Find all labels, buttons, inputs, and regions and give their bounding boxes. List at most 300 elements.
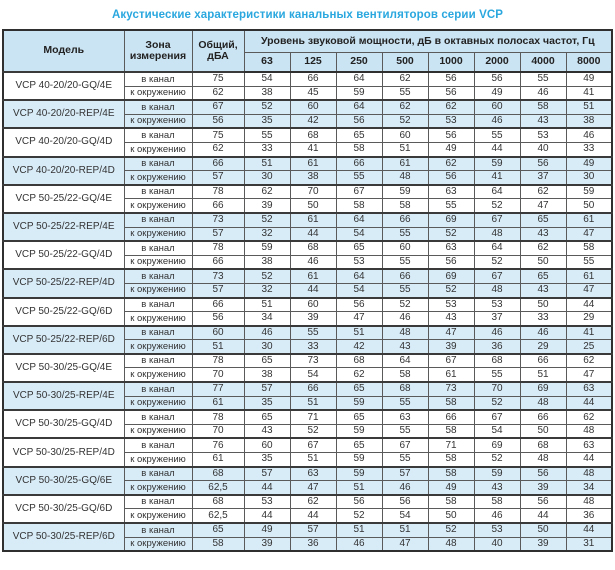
measurement-zone-label: в канал [124,495,192,509]
header-row-top [3,30,612,53]
measurement-zone-label: к окружению [124,340,192,354]
spl-value-250hz: 64 [336,100,382,114]
spl-value-125hz: 66 [290,72,336,86]
spl-value-500hz: 55 [382,424,428,438]
measurement-zone-label: в канал [124,410,192,424]
total-dba-value: 76 [192,438,244,452]
spl-value-2000hz: 56 [474,72,520,86]
total-dba-value: 57 [192,227,244,241]
spl-value-4000hz: 40 [520,142,566,156]
spl-value-1000hz: 58 [428,467,474,481]
spl-value-250hz: 68 [336,354,382,368]
col-header-frequency-63: 63 [244,53,290,73]
total-dba-value: 66 [192,298,244,312]
spl-value-1000hz: 69 [428,213,474,227]
spl-value-2000hz: 55 [474,368,520,382]
spl-value-250hz: 55 [336,171,382,185]
spl-value-1000hz: 52 [428,523,474,537]
spl-value-500hz: 46 [382,481,428,495]
spl-value-8000hz: 47 [566,283,612,297]
model-name: VCP 50-30/25-GQ/4D [3,410,124,438]
spl-value-8000hz: 49 [566,157,612,171]
spl-value-63hz: 38 [244,368,290,382]
spl-value-500hz: 62 [382,72,428,86]
spl-value-4000hz: 43 [520,283,566,297]
spl-value-125hz: 44 [290,509,336,523]
col-header-sound-power-group: Уровень звуковой мощности, дБ в октавных полосах частот, Гц [244,30,612,53]
spl-value-8000hz: 63 [566,382,612,396]
table-row [3,438,612,452]
spl-value-250hz: 67 [336,185,382,199]
total-dba-value: 62 [192,86,244,100]
spl-value-125hz: 57 [290,523,336,537]
spl-value-8000hz: 47 [566,227,612,241]
spl-value-4000hz: 58 [520,100,566,114]
measurement-zone-label: в канал [124,438,192,452]
spl-value-8000hz: 38 [566,114,612,128]
spl-value-250hz: 65 [336,241,382,255]
total-dba-value: 66 [192,255,244,269]
total-dba-value: 78 [192,410,244,424]
spl-value-2000hz: 54 [474,424,520,438]
spl-value-2000hz: 67 [474,213,520,227]
spl-value-250hz: 56 [336,495,382,509]
spl-value-125hz: 60 [290,298,336,312]
spl-value-4000hz: 56 [520,157,566,171]
spl-value-125hz: 61 [290,269,336,283]
spl-value-250hz: 54 [336,283,382,297]
spl-value-63hz: 35 [244,114,290,128]
total-dba-value: 57 [192,283,244,297]
spl-value-500hz: 67 [382,438,428,452]
spl-value-4000hz: 33 [520,312,566,326]
model-name: VCP 50-25/22-REP/4D [3,269,124,297]
spl-value-1000hz: 73 [428,382,474,396]
spl-value-2000hz: 69 [474,438,520,452]
spl-value-2000hz: 67 [474,410,520,424]
spl-value-4000hz: 44 [520,509,566,523]
spl-value-125hz: 54 [290,368,336,382]
spl-value-1000hz: 49 [428,142,474,156]
measurement-zone-label: к окружению [124,312,192,326]
spl-value-63hz: 65 [244,354,290,368]
spl-value-8000hz: 29 [566,312,612,326]
spl-value-8000hz: 47 [566,368,612,382]
spl-value-250hz: 51 [336,481,382,495]
total-dba-value: 56 [192,114,244,128]
spl-value-63hz: 53 [244,495,290,509]
spl-value-63hz: 33 [244,142,290,156]
spl-value-125hz: 73 [290,354,336,368]
model-name: VCP 40-20/20-GQ/4D [3,128,124,156]
spl-value-1000hz: 58 [428,396,474,410]
measurement-zone-label: к окружению [124,509,192,523]
spl-value-500hz: 58 [382,368,428,382]
measurement-zone-label: в канал [124,298,192,312]
spl-value-250hz: 52 [336,509,382,523]
total-dba-value: 60 [192,326,244,340]
spl-value-250hz: 64 [336,269,382,283]
measurement-zone-label: к окружению [124,142,192,156]
measurement-zone-label: в канал [124,354,192,368]
spl-value-250hz: 65 [336,410,382,424]
spl-value-125hz: 60 [290,100,336,114]
spl-value-8000hz: 41 [566,326,612,340]
measurement-zone-label: в канал [124,100,192,114]
spl-value-125hz: 42 [290,114,336,128]
spl-value-125hz: 68 [290,128,336,142]
total-dba-value: 73 [192,213,244,227]
spl-value-8000hz: 31 [566,537,612,551]
table-row [3,523,612,537]
table-row [3,298,612,312]
measurement-zone-label: к окружению [124,537,192,551]
spl-value-1000hz: 56 [428,171,474,185]
spl-value-125hz: 67 [290,438,336,452]
total-dba-value: 57 [192,171,244,185]
col-header-frequency-250: 250 [336,53,382,73]
spl-value-250hz: 58 [336,142,382,156]
model-name: VCP 50-25/22-REP/6D [3,326,124,354]
spl-value-500hz: 52 [382,298,428,312]
spl-value-2000hz: 41 [474,171,520,185]
spl-value-125hz: 68 [290,241,336,255]
spl-value-8000hz: 36 [566,509,612,523]
spl-value-2000hz: 46 [474,509,520,523]
spl-value-4000hz: 55 [520,72,566,86]
spl-value-4000hz: 39 [520,537,566,551]
total-dba-value: 77 [192,382,244,396]
spl-value-125hz: 33 [290,340,336,354]
spl-value-4000hz: 50 [520,424,566,438]
measurement-zone-label: к окружению [124,283,192,297]
spl-value-125hz: 41 [290,142,336,156]
spl-value-4000hz: 56 [520,495,566,509]
spl-value-4000hz: 47 [520,199,566,213]
spl-value-250hz: 56 [336,298,382,312]
spl-value-1000hz: 52 [428,283,474,297]
spl-value-8000hz: 48 [566,424,612,438]
total-dba-value: 75 [192,72,244,86]
spl-value-1000hz: 48 [428,537,474,551]
spl-value-8000hz: 55 [566,255,612,269]
spl-value-2000hz: 59 [474,467,520,481]
spl-value-500hz: 51 [382,523,428,537]
total-dba-value: 61 [192,453,244,467]
col-header-measurement-zone: Зона измерения [124,30,192,72]
spl-value-500hz: 55 [382,86,428,100]
total-dba-value: 66 [192,157,244,171]
spl-value-1000hz: 69 [428,269,474,283]
spl-value-500hz: 55 [382,453,428,467]
model-name: VCP 50-25/22-GQ/4E [3,185,124,213]
spl-value-250hz: 47 [336,312,382,326]
spl-value-4000hz: 65 [520,213,566,227]
measurement-zone-label: к окружению [124,227,192,241]
spl-value-8000hz: 59 [566,185,612,199]
spl-value-1000hz: 55 [428,199,474,213]
spl-value-2000hz: 40 [474,537,520,551]
spl-value-2000hz: 59 [474,157,520,171]
spl-value-4000hz: 50 [520,255,566,269]
table-row [3,326,612,340]
col-header-frequency-2000: 2000 [474,53,520,73]
measurement-zone-label: к окружению [124,86,192,100]
measurement-zone-label: к окружению [124,453,192,467]
spl-value-500hz: 58 [382,199,428,213]
model-name: VCP 50-30/25-GQ/6E [3,467,124,495]
spl-value-1000hz: 62 [428,100,474,114]
spl-value-63hz: 32 [244,283,290,297]
table-row [3,72,612,86]
spl-value-1000hz: 61 [428,368,474,382]
spl-value-4000hz: 29 [520,340,566,354]
spl-value-250hz: 51 [336,326,382,340]
spl-value-250hz: 59 [336,424,382,438]
spl-value-250hz: 54 [336,227,382,241]
spl-value-8000hz: 62 [566,354,612,368]
spl-value-500hz: 55 [382,396,428,410]
spl-value-4000hz: 65 [520,269,566,283]
spl-value-63hz: 46 [244,326,290,340]
total-dba-value: 66 [192,199,244,213]
spl-value-8000hz: 58 [566,241,612,255]
spl-value-63hz: 39 [244,199,290,213]
spl-value-63hz: 60 [244,438,290,452]
table-row [3,213,612,227]
spl-value-4000hz: 50 [520,523,566,537]
spl-value-63hz: 44 [244,509,290,523]
spl-value-4000hz: 69 [520,382,566,396]
spl-value-4000hz: 66 [520,410,566,424]
spl-value-500hz: 59 [382,185,428,199]
spl-value-500hz: 64 [382,354,428,368]
spl-value-8000hz: 25 [566,340,612,354]
spl-value-8000hz: 48 [566,467,612,481]
spl-value-250hz: 66 [336,157,382,171]
spl-value-1000hz: 63 [428,185,474,199]
model-name: VCP 40-20/20-REP/4E [3,100,124,128]
measurement-zone-label: к окружению [124,171,192,185]
spl-value-125hz: 70 [290,185,336,199]
col-header-frequency-125: 125 [290,53,336,73]
measurement-zone-label: к окружению [124,114,192,128]
table-row [3,241,612,255]
table-header [3,30,612,72]
spl-value-125hz: 61 [290,213,336,227]
measurement-zone-label: в канал [124,213,192,227]
spl-value-4000hz: 43 [520,227,566,241]
spl-value-125hz: 61 [290,157,336,171]
spl-value-4000hz: 48 [520,396,566,410]
spl-value-125hz: 36 [290,537,336,551]
col-header-frequency-500: 500 [382,53,428,73]
spl-value-250hz: 56 [336,114,382,128]
spl-value-1000hz: 47 [428,326,474,340]
spl-value-2000hz: 53 [474,523,520,537]
total-dba-value: 68 [192,495,244,509]
spl-value-2000hz: 46 [474,114,520,128]
spl-value-8000hz: 34 [566,481,612,495]
spl-value-8000hz: 49 [566,72,612,86]
model-name: VCP 50-30/25-REP/4E [3,382,124,410]
spl-value-500hz: 61 [382,157,428,171]
spl-value-2000hz: 68 [474,354,520,368]
spl-value-8000hz: 50 [566,199,612,213]
measurement-zone-label: в канал [124,326,192,340]
spl-value-1000hz: 67 [428,354,474,368]
total-dba-value: 65 [192,523,244,537]
col-header-frequency-1000: 1000 [428,53,474,73]
spl-value-250hz: 59 [336,453,382,467]
spl-value-2000hz: 46 [474,326,520,340]
spl-value-1000hz: 50 [428,509,474,523]
table-row [3,495,612,509]
spl-value-500hz: 46 [382,312,428,326]
spl-value-8000hz: 44 [566,453,612,467]
table-body [3,72,612,551]
measurement-zone-label: в канал [124,157,192,171]
measurement-zone-label: в канал [124,128,192,142]
spl-value-63hz: 35 [244,396,290,410]
spl-value-1000hz: 53 [428,298,474,312]
spl-value-2000hz: 58 [474,495,520,509]
measurement-zone-label: к окружению [124,424,192,438]
spl-value-2000hz: 48 [474,283,520,297]
spl-value-500hz: 57 [382,467,428,481]
spl-value-63hz: 43 [244,424,290,438]
total-dba-value: 56 [192,312,244,326]
spl-value-500hz: 43 [382,340,428,354]
spl-value-1000hz: 39 [428,340,474,354]
spl-value-2000hz: 52 [474,255,520,269]
spl-value-1000hz: 71 [428,438,474,452]
spl-value-63hz: 51 [244,298,290,312]
spl-value-1000hz: 58 [428,495,474,509]
spl-value-250hz: 62 [336,368,382,382]
spl-value-63hz: 30 [244,340,290,354]
spl-value-2000hz: 52 [474,199,520,213]
spl-value-250hz: 46 [336,537,382,551]
spl-value-63hz: 51 [244,157,290,171]
spl-value-125hz: 44 [290,283,336,297]
total-dba-value: 70 [192,424,244,438]
spl-value-500hz: 56 [382,495,428,509]
spl-value-63hz: 38 [244,255,290,269]
spl-value-250hz: 51 [336,523,382,537]
table-row [3,410,612,424]
spl-value-1000hz: 56 [428,72,474,86]
spl-value-2000hz: 64 [474,185,520,199]
spl-value-1000hz: 56 [428,128,474,142]
spl-value-125hz: 47 [290,481,336,495]
table-row [3,128,612,142]
spl-value-250hz: 59 [336,467,382,481]
total-dba-value: 62 [192,142,244,156]
spl-value-125hz: 46 [290,255,336,269]
measurement-zone-label: в канал [124,241,192,255]
page-title: Акустические характеристики канальных вентиляторов серии VCP [111,9,504,21]
spl-value-8000hz: 61 [566,213,612,227]
spl-value-4000hz: 46 [520,86,566,100]
spl-value-500hz: 55 [382,255,428,269]
spl-value-250hz: 53 [336,255,382,269]
spl-value-500hz: 60 [382,128,428,142]
model-name: VCP 50-30/25-GQ/6D [3,495,124,523]
measurement-zone-label: в канал [124,269,192,283]
spl-value-63hz: 38 [244,86,290,100]
measurement-zone-label: к окружению [124,368,192,382]
spl-value-63hz: 49 [244,523,290,537]
col-header-total-dba: Общий, дБА [192,30,244,72]
spl-value-63hz: 57 [244,467,290,481]
measurement-zone-label: в канал [124,72,192,86]
spl-value-4000hz: 53 [520,128,566,142]
spl-value-1000hz: 56 [428,86,474,100]
spl-value-63hz: 34 [244,312,290,326]
total-dba-value: 75 [192,128,244,142]
spl-value-250hz: 65 [336,128,382,142]
spl-value-8000hz: 44 [566,298,612,312]
measurement-zone-label: в канал [124,523,192,537]
spl-value-125hz: 44 [290,227,336,241]
measurement-zone-label: к окружению [124,396,192,410]
spl-value-500hz: 68 [382,382,428,396]
spl-value-2000hz: 70 [474,382,520,396]
spl-value-63hz: 59 [244,241,290,255]
spl-value-4000hz: 51 [520,368,566,382]
spl-value-4000hz: 46 [520,326,566,340]
spl-value-63hz: 55 [244,128,290,142]
spl-value-63hz: 44 [244,481,290,495]
measurement-zone-label: в канал [124,467,192,481]
model-name: VCP 50-30/25-REP/6D [3,523,124,551]
spl-value-500hz: 54 [382,509,428,523]
spl-value-4000hz: 37 [520,171,566,185]
spl-value-2000hz: 43 [474,481,520,495]
spl-value-2000hz: 64 [474,241,520,255]
spl-value-2000hz: 53 [474,298,520,312]
spl-value-63hz: 52 [244,269,290,283]
measurement-zone-label: к окружению [124,255,192,269]
spl-value-63hz: 35 [244,453,290,467]
spl-value-500hz: 66 [382,269,428,283]
spl-value-8000hz: 33 [566,142,612,156]
spl-value-250hz: 59 [336,86,382,100]
table-row [3,185,612,199]
table-row [3,467,612,481]
spl-value-1000hz: 56 [428,255,474,269]
spl-value-1000hz: 62 [428,157,474,171]
total-dba-value: 58 [192,537,244,551]
spl-value-500hz: 55 [382,227,428,241]
spl-value-250hz: 65 [336,438,382,452]
spl-value-2000hz: 52 [474,396,520,410]
model-name: VCP 50-30/25-GQ/4E [3,354,124,382]
spl-value-500hz: 52 [382,114,428,128]
model-name: VCP 50-25/22-REP/4E [3,213,124,241]
spl-value-125hz: 51 [290,453,336,467]
table-row [3,157,612,171]
measurement-zone-label: к окружению [124,199,192,213]
acoustic-characteristics-table [2,29,613,552]
spl-value-500hz: 51 [382,142,428,156]
spl-value-8000hz: 44 [566,396,612,410]
spl-value-8000hz: 30 [566,171,612,185]
spl-value-125hz: 50 [290,199,336,213]
table-row [3,354,612,368]
spl-value-500hz: 60 [382,241,428,255]
